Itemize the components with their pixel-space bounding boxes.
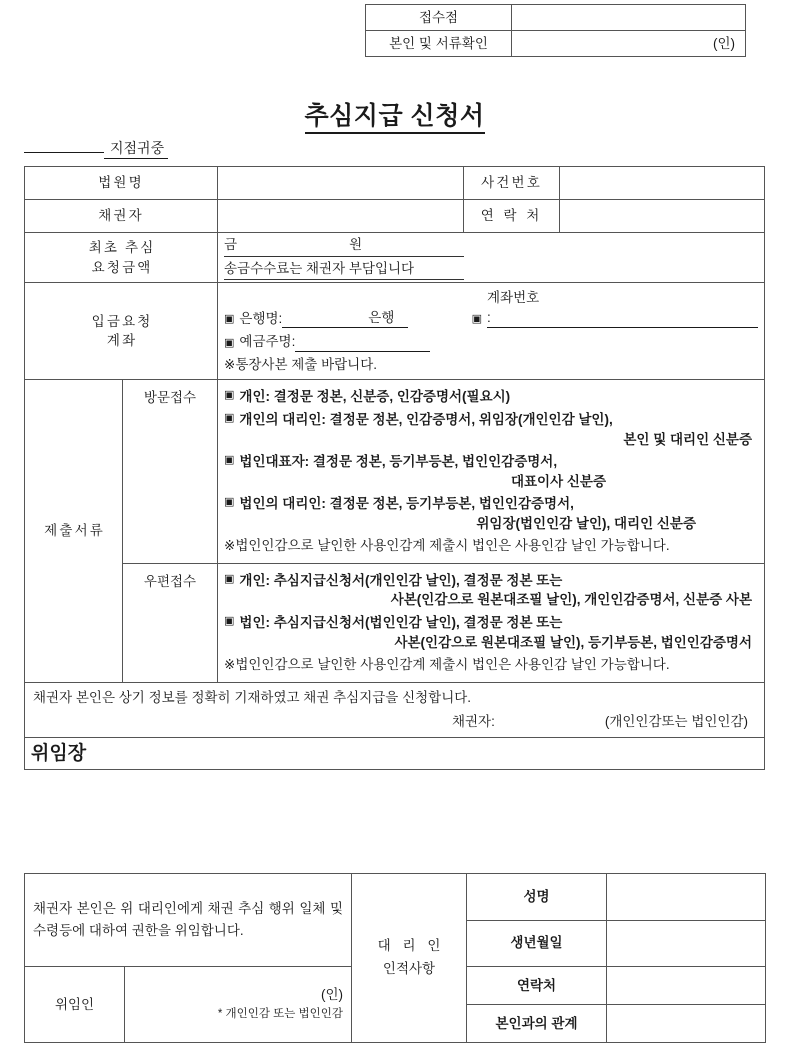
creditor-value[interactable] <box>218 200 464 233</box>
visit-doc-line: 법인대표자: 결정문 정본, 등기부등본, 법인인감증명서, <box>239 454 558 470</box>
agent-contact-value[interactable] <box>607 967 766 1005</box>
account-owner-field[interactable] <box>224 332 430 352</box>
table-row-proxy-heading <box>25 737 765 770</box>
contact-label: 연 락 처 <box>464 200 560 233</box>
list-item <box>224 387 756 407</box>
deposit-account-label <box>25 283 218 380</box>
list-item <box>224 613 756 652</box>
mail-submission-label <box>123 563 218 682</box>
table-row-declaration <box>25 682 765 737</box>
mail-doc-line-cont: 사본(인감으로 원본대조필 날인), 등기부등본, 법인인감증명서 <box>394 634 752 650</box>
receipt-point-value[interactable] <box>512 5 746 31</box>
visit-doc-line-cont: 본인 및 대리인 신분증 <box>623 431 752 447</box>
list-item <box>224 494 756 533</box>
mail-doc-line: 법인: 추심지급신청서(법인인감 날인), 결정문 정본 또는 <box>239 615 563 630</box>
bullet-icon: ▣ <box>224 313 235 326</box>
visit-doc-line: 개인: 결정문 정본, 신분증, 인감증명서(필요시) <box>239 389 511 405</box>
creditor-label: 채권자 <box>25 200 218 233</box>
visit-doc-text <box>239 410 756 449</box>
visit-doc-text <box>239 452 756 491</box>
agent-relationship-label: 본인과의 관계 <box>467 1005 607 1043</box>
table-row-court <box>25 167 765 200</box>
table-row-visit-docs <box>25 380 765 564</box>
mail-doc-text <box>239 571 756 610</box>
case-number-value[interactable] <box>560 167 765 200</box>
contact-value[interactable] <box>560 200 765 233</box>
bullet-icon: ▣ <box>224 389 235 402</box>
agent-info-header-line1: 대 리 인 <box>377 938 445 954</box>
account-owner-input[interactable] <box>295 351 430 352</box>
proxy-delegation-table <box>24 873 766 1043</box>
visit-doc-line-cont: 대표이사 신분증 <box>510 473 606 489</box>
visit-doc-text <box>239 494 756 533</box>
deposit-account-label-line2: 계좌 <box>106 333 138 349</box>
bullet-icon: ▣ <box>224 336 235 349</box>
table-row <box>366 31 746 57</box>
account-number-field[interactable] <box>472 288 758 328</box>
proxy-section-heading: 위임장 <box>25 737 765 770</box>
bullet-icon: ▣ <box>224 454 235 467</box>
bullet-icon: ▣ <box>224 496 235 509</box>
seal-marker: (인) <box>712 35 735 51</box>
mail-documents-cell <box>218 563 765 682</box>
application-main-table <box>24 166 765 770</box>
account-number-input[interactable] <box>543 327 758 328</box>
agent-contact-label: 연락처 <box>467 967 607 1005</box>
proxy-body-text: 채권자 본인은 위 대리인에게 채권 추심 행위 일체 및 수령등에 대하여 권한을 위임합니다. <box>25 874 352 967</box>
court-name-label: 법원명 <box>25 167 218 200</box>
case-number-label: 사건번호 <box>464 167 560 200</box>
mail-submission-label-text: 우편접수 <box>143 573 197 589</box>
bullet-icon: ▣ <box>471 313 482 326</box>
bankbook-copy-note: ※통장사본 제출 바랍니다. <box>224 356 377 372</box>
identity-doc-check-value[interactable] <box>512 31 746 57</box>
table-row-account <box>25 283 765 380</box>
receipt-stamp-table <box>365 4 746 57</box>
delegator-label: 위임인 <box>25 967 125 1043</box>
declaration-seal-note: (개인인감또는 법인인감) <box>604 714 748 730</box>
visit-documents-cell <box>218 380 765 564</box>
table-row-creditor <box>25 200 765 233</box>
bullet-icon: ▣ <box>224 615 235 627</box>
visit-doc-line: 법인의 대리인: 결정문 정본, 등기부등본, 법인인감증명서, <box>239 496 574 512</box>
requested-amount-label-line2: 요청금액 <box>91 259 153 275</box>
branch-addressee-line <box>24 138 344 159</box>
requested-amount-label <box>25 233 218 283</box>
deposit-account-cell <box>218 283 765 380</box>
remittance-fee-note: 송금수수료는 채권자 부담입니다 <box>224 259 464 281</box>
bullet-icon: ▣ <box>224 572 235 585</box>
receipt-point-label: 접수점 <box>366 5 512 31</box>
bullet-icon: ▣ <box>224 411 235 424</box>
declaration-statement: 채권자 본인은 상기 정보를 정확히 기재하였고 채권 추심지급을 신청합니다. <box>33 689 472 705</box>
declaration-signer-label: 채권자: <box>451 714 495 730</box>
agent-info-header-line2: 인적사항 <box>382 961 436 976</box>
list-item <box>224 452 756 491</box>
visit-documents-list <box>224 382 758 561</box>
mail-documents-list <box>224 566 758 680</box>
visit-doc-line-cont: 위임장(법인인감 날인), 대리인 신분증 <box>476 515 696 531</box>
mail-corporate-seal-note: ※법인인감으로 날인한 사용인감계 제출시 법인은 사용인감 날인 가능합니다. <box>224 657 670 673</box>
declaration-cell <box>25 682 765 737</box>
amount-currency-suffix: 원 <box>349 237 363 252</box>
bank-name-input[interactable] <box>282 327 368 328</box>
bank-name-label: 은행명: <box>239 310 283 326</box>
agent-name-label: 성명 <box>467 874 607 921</box>
table-row-amount <box>25 233 765 283</box>
agent-info-header <box>352 874 467 1043</box>
account-number-label: 계좌번호 : <box>487 288 543 328</box>
delegator-seal-note: * 개인인감 또는 법인인감 <box>217 1008 343 1021</box>
identity-doc-check-label: 본인 및 서류확인 <box>366 31 512 57</box>
submitted-documents-label <box>25 380 123 682</box>
table-row-mail-docs <box>25 563 765 682</box>
visit-submission-label-text: 방문접수 <box>143 390 197 406</box>
branch-addressee-label: 지점귀중 <box>104 138 168 159</box>
visit-corporate-seal-note: ※법인인감으로 날인한 사용인감계 제출시 법인은 사용인감 날인 가능합니다. <box>224 538 670 554</box>
submitted-documents-label-text: 제출서류 <box>44 523 105 539</box>
mail-doc-text <box>239 613 756 652</box>
list-item <box>224 410 756 449</box>
deposit-account-label-line1: 입금요청 <box>91 313 153 329</box>
court-name-value[interactable] <box>218 167 464 200</box>
list-item <box>224 571 756 610</box>
account-owner-label: 예금주명: <box>239 334 296 350</box>
visit-doc-text <box>239 387 756 407</box>
bank-name-field[interactable] <box>224 308 472 329</box>
delegator-seal-marker: (인) <box>320 986 343 1002</box>
table-row <box>25 874 766 921</box>
agent-birthdate-value[interactable] <box>607 920 766 967</box>
delegator-seal-cell[interactable] <box>125 967 352 1043</box>
mail-doc-line: 개인: 추심지급신청서(개인인감 날인), 결정문 정본 또는 <box>239 572 563 588</box>
agent-name-value[interactable] <box>607 874 766 921</box>
bank-name-suffix: 은행 <box>368 308 408 329</box>
mail-doc-line-cont: 사본(인감으로 원본대조필 날인), 개인인감증명서, 신분증 사본 <box>390 592 752 608</box>
page-title-text: 추심지급 신청서 <box>305 102 485 134</box>
agent-birthdate-label: 생년월일 <box>467 920 607 967</box>
requested-amount-cell[interactable] <box>218 233 765 283</box>
bank-row <box>224 285 758 329</box>
table-row <box>366 5 746 31</box>
page-title <box>0 96 789 132</box>
declaration-signature-row <box>31 710 758 735</box>
requested-amount-label-line1: 최초 추심 <box>88 240 156 255</box>
visit-doc-line: 개인의 대리인: 결정문 정본, 인감증명서, 위임장(개인인감 날인), <box>239 411 613 427</box>
account-owner-row <box>224 329 758 353</box>
visit-submission-label <box>123 380 218 564</box>
branch-name-blank[interactable] <box>24 152 104 153</box>
amount-input-line[interactable] <box>224 235 464 257</box>
amount-currency-prefix: 금 <box>224 237 238 252</box>
